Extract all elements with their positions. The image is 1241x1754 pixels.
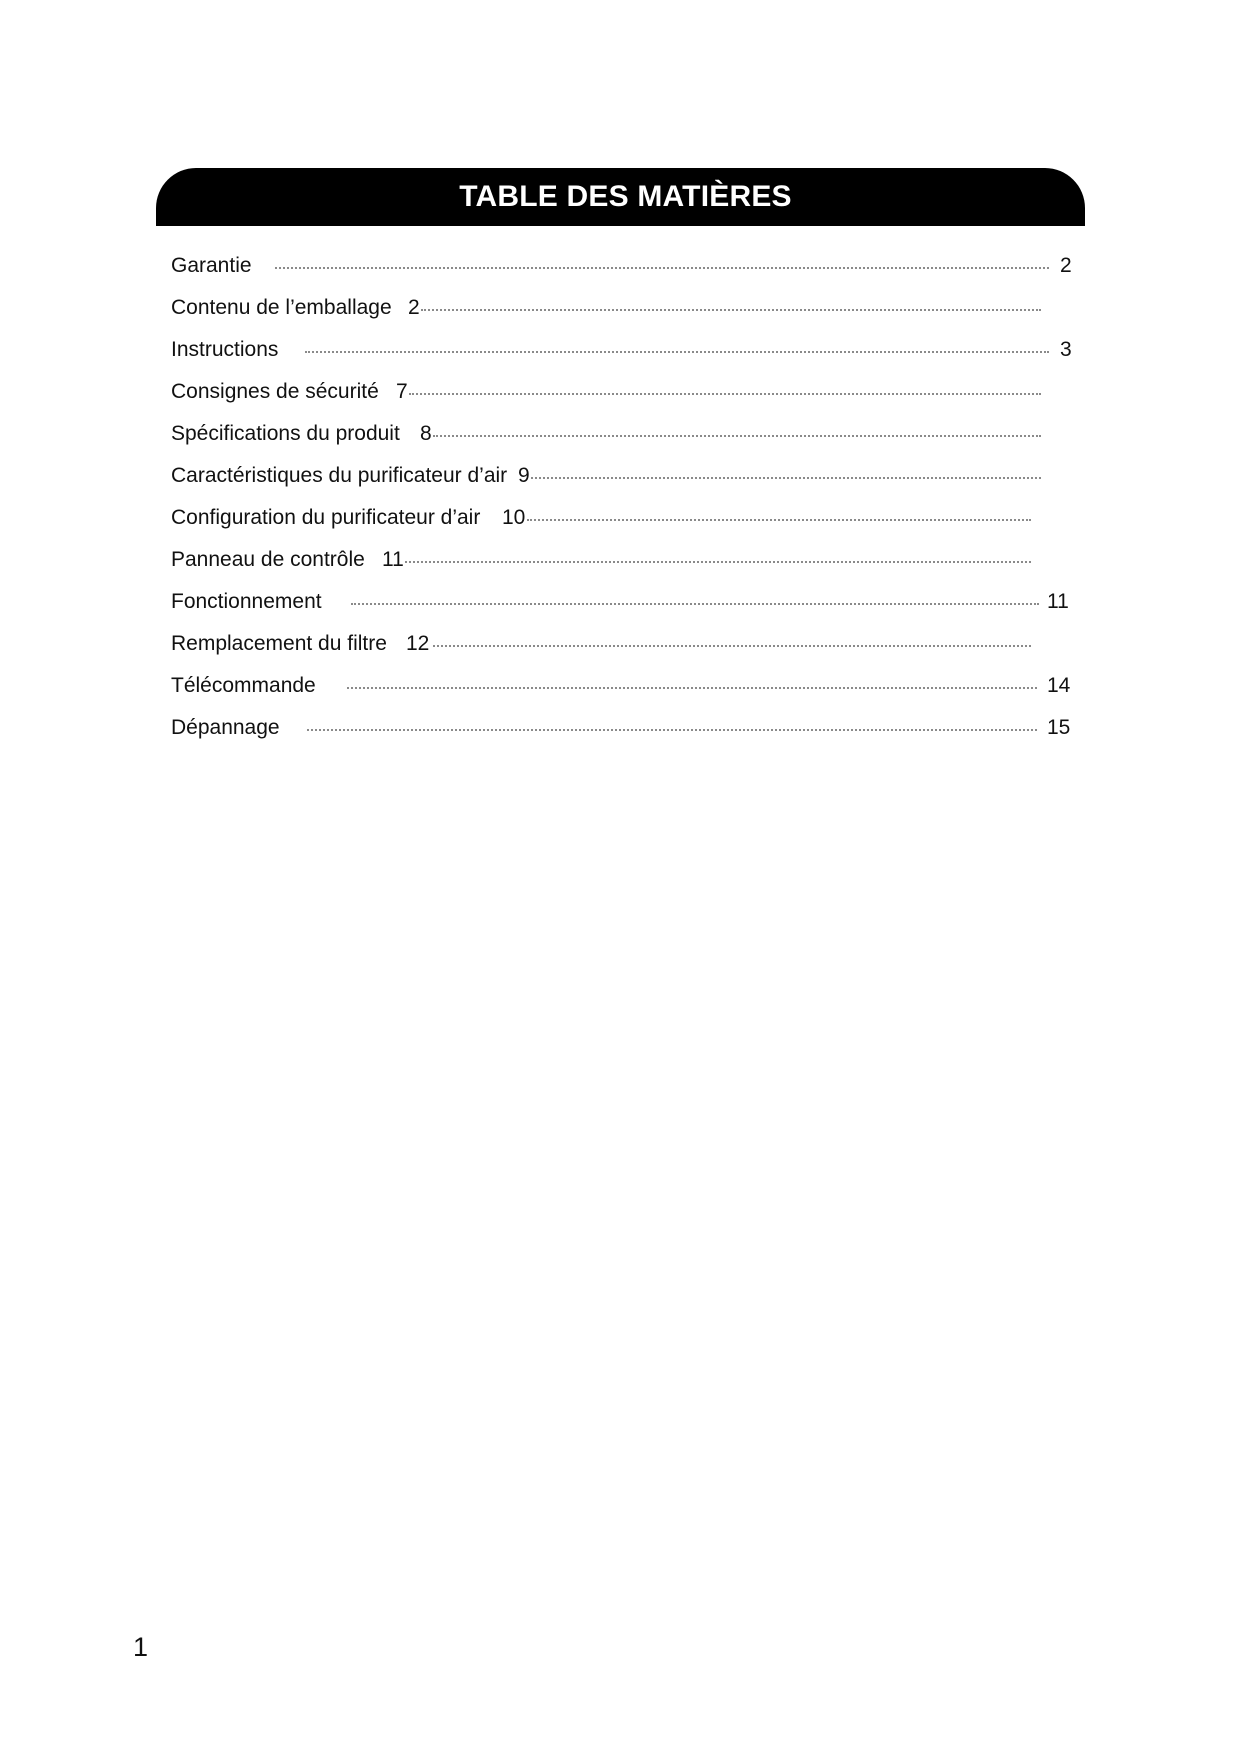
toc-entry-label: Instructions xyxy=(171,329,286,371)
toc-entry-consignes[interactable] xyxy=(171,371,1081,413)
toc-leader xyxy=(409,393,1041,395)
toc-entry-page: 2 xyxy=(408,287,420,329)
toc-entry-page: 14 xyxy=(1047,665,1070,707)
toc-leader xyxy=(347,687,1037,689)
toc-entry-label: Fonctionnement xyxy=(171,581,330,623)
toc-leader xyxy=(433,435,1041,437)
toc-entry-label: Contenu de l’emballage xyxy=(171,287,400,329)
toc-entry-label: Configuration du purificateur d’air xyxy=(171,497,488,539)
toc-leader xyxy=(531,477,1041,479)
toc-entry-specifications[interactable] xyxy=(171,413,1081,455)
toc-entry-panneau[interactable] xyxy=(171,539,1081,581)
toc-header-bar xyxy=(156,168,1085,226)
toc-leader xyxy=(307,729,1037,731)
toc-entry-garantie[interactable] xyxy=(171,245,1081,287)
toc-entry-label: Caractéristiques du purificateur d’air xyxy=(171,455,515,497)
toc-entry-page: 11 xyxy=(382,539,404,581)
page-number: 1 xyxy=(133,1632,149,1662)
toc-entry-label: Panneau de contrôle xyxy=(171,539,373,581)
toc-entry-page: 10 xyxy=(502,497,525,539)
toc-entry-label: Télécommande xyxy=(171,665,324,707)
toc-leader xyxy=(421,309,1041,311)
toc-title: TABLE DES MATIÈRES xyxy=(459,180,792,213)
toc-entry-instructions[interactable] xyxy=(171,329,1081,371)
toc-entry-page: 9 xyxy=(518,455,530,497)
toc-entry-page: 2 xyxy=(1060,245,1072,287)
toc-entry-page: 3 xyxy=(1060,329,1072,371)
toc-leader xyxy=(527,519,1031,521)
toc-entry-label: Spécifications du produit xyxy=(171,413,408,455)
toc-entry-page: 15 xyxy=(1047,707,1070,749)
toc-entry-label: Consignes de sécurité xyxy=(171,371,387,413)
toc-entry-page: 7 xyxy=(396,371,408,413)
toc-entry-page: 12 xyxy=(406,623,429,665)
toc-entry-configuration[interactable] xyxy=(171,497,1081,539)
toc-leader xyxy=(433,645,1031,647)
toc-leader xyxy=(351,603,1039,605)
toc-entry-page: 8 xyxy=(420,413,432,455)
toc-entry-contenu[interactable] xyxy=(171,287,1081,329)
toc-entry-depannage[interactable] xyxy=(171,707,1081,749)
toc-entry-page: 11 xyxy=(1047,581,1069,623)
toc-entry-fonctionnement[interactable] xyxy=(171,581,1081,623)
toc-entry-telecommande[interactable] xyxy=(171,665,1081,707)
toc-entry-remplacement[interactable] xyxy=(171,623,1081,665)
toc-leader xyxy=(305,351,1049,353)
toc-entry-label: Garantie xyxy=(171,245,260,287)
toc-entry-label: Remplacement du filtre xyxy=(171,623,395,665)
toc-list xyxy=(171,245,1081,749)
toc-leader xyxy=(275,267,1049,269)
toc-leader xyxy=(405,561,1031,563)
toc-entry-caracteristiques[interactable] xyxy=(171,455,1081,497)
toc-entry-label: Dépannage xyxy=(171,707,288,749)
